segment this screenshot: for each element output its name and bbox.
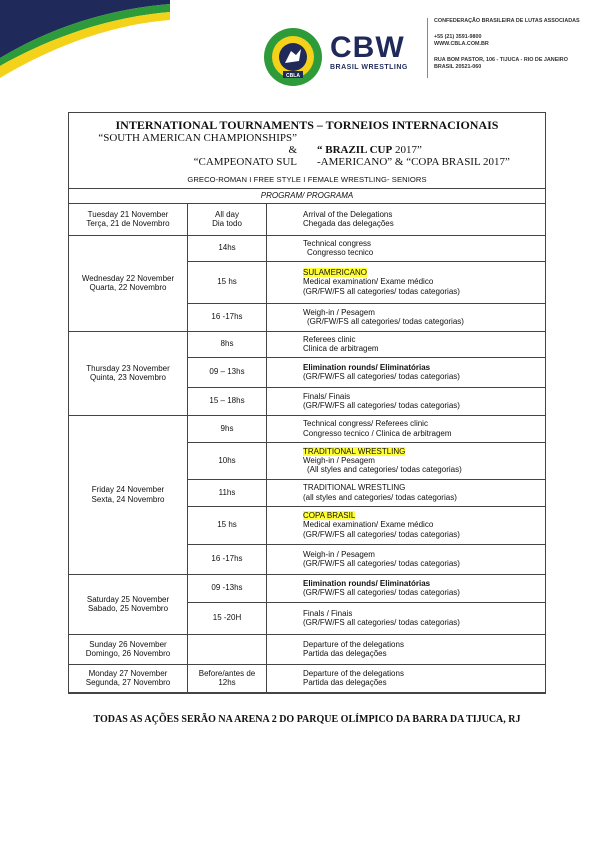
activity-cell: TRADITIONAL WRESTLING (all styles and categories/ todas categorias) bbox=[267, 479, 546, 506]
highlight-label: COPA BRASIL bbox=[303, 511, 356, 521]
table-row bbox=[69, 664, 545, 692]
contact-org: CONFEDERAÇÃO BRASILEIRA DE LUTAS ASSOCIADAS bbox=[434, 18, 580, 24]
time-cell: 09 -13hs bbox=[188, 574, 267, 602]
tournament-header bbox=[69, 113, 545, 189]
day-cell: Monday 27 November Segunda, 27 Novembro bbox=[69, 664, 188, 692]
contact-phone: +55 (21) 3591-9800 bbox=[434, 33, 482, 40]
highlight-label: TRADITIONAL WRESTLING bbox=[303, 446, 406, 456]
time-cell: 8hs bbox=[188, 331, 267, 357]
time-cell: Before/antes de 12hs bbox=[188, 664, 267, 692]
activity-cell: Arrival of the Delegations Chegada das delegações bbox=[267, 204, 546, 235]
time-cell: All day Dia todo bbox=[188, 204, 267, 235]
cbw-wordmark bbox=[330, 33, 415, 71]
time-cell: 16 -17hs bbox=[188, 303, 267, 331]
activity-cell: COPA BRASIL Medical examination/ Exame médico (GR/FW/FS all categories/ todas categorias) bbox=[267, 506, 546, 544]
activity-cell: SULAMERICANO Medical examination/ Exame médico (GR/FW/FS all categories/ todas categorias) bbox=[267, 261, 546, 303]
day-cell: Sunday 26 November Domingo, 26 Novembro bbox=[69, 634, 188, 664]
activity-cell: Elimination rounds/ Eliminatórias (GR/FW/FS all categories/ todas categorias) bbox=[267, 357, 546, 387]
activity-cell: Weigh-in / Pesagem (GR/FW/FS all categories/ todas categorias) bbox=[267, 303, 546, 331]
time-cell: 16 -17hs bbox=[188, 544, 267, 574]
program-sheet bbox=[68, 112, 546, 694]
time-cell: 15 hs bbox=[188, 506, 267, 544]
day-cell: Wednesday 22 November Quarta, 22 Novembro bbox=[69, 235, 188, 331]
activity-cell: TRADITIONAL WRESTLING Weigh-in / Pesagem (All styles and categories/ todas categorias) bbox=[267, 442, 546, 479]
table-row bbox=[69, 574, 545, 602]
header-divider bbox=[427, 18, 428, 78]
schedule-table bbox=[69, 204, 545, 693]
cbw-wordmark-text: CBW bbox=[330, 31, 405, 64]
time-cell: 10hs bbox=[188, 442, 267, 479]
time-cell: 15 – 18hs bbox=[188, 387, 267, 415]
activity-cell: Finals/ Finais (GR/FW/FS all categories/ todas categorias) bbox=[267, 387, 546, 415]
cbla-seal-logo bbox=[263, 27, 323, 87]
table-row bbox=[69, 204, 545, 235]
activity-cell: Elimination rounds/ Eliminatórias (GR/FW/FS all categories/ todas categorias) bbox=[267, 574, 546, 602]
contact-block bbox=[434, 18, 594, 72]
time-cell: 14hs bbox=[188, 235, 267, 261]
activity-cell: Technical congress/ Referees clinic Congresso tecnico / Clinica de arbitragem bbox=[267, 415, 546, 442]
day-cell: Thursday 23 November Quinta, 23 Novembro bbox=[69, 331, 188, 415]
time-cell: 11hs bbox=[188, 479, 267, 506]
activity-cell: Departure of the delegations Partida das delegações bbox=[267, 634, 546, 664]
brand-swoosh-graphic bbox=[0, 0, 170, 80]
activity-cell: Finals / Finais (GR/FW/FS all categories/ todas categorias) bbox=[267, 602, 546, 634]
title-line-2: “SOUTH AMERICAN CHAMPIONSHIPS” & “ BRAZIL CUP 2017” bbox=[98, 132, 422, 156]
time-cell bbox=[188, 634, 267, 664]
table-row bbox=[69, 415, 545, 442]
styles-line: GRECO-ROMAN I FREE STYLE I FEMALE WRESTLING- SENIORS bbox=[187, 175, 427, 184]
contact-address-1: RUA BOM PASTOR, 106 - TIJUCA - RIO DE JANEIRO bbox=[434, 56, 568, 63]
table-row bbox=[69, 634, 545, 664]
highlight-label: SULAMERICANO bbox=[303, 268, 368, 278]
day-cell: Tuesday 21 November Terça, 21 de Novembro bbox=[69, 204, 188, 235]
activity-cell: Referees clinic Clinica de arbitragem bbox=[267, 331, 546, 357]
title-line-3: “CAMPEONATO SUL -AMERICANO” & “COPA BRASIL 2017” bbox=[193, 156, 510, 168]
time-cell: 09 – 13hs bbox=[188, 357, 267, 387]
table-row bbox=[69, 235, 545, 261]
title-line-1: INTERNATIONAL TOURNAMENTS – TORNEIOS INTERNACIONAIS bbox=[115, 118, 499, 132]
contact-address-2: BRASIL 20521-060 bbox=[434, 64, 482, 71]
table-row bbox=[69, 331, 545, 357]
day-cell: Saturday 25 November Sabado, 25 Novembro bbox=[69, 574, 188, 634]
day-cell: Friday 24 November Sexta, 24 Novembro bbox=[69, 415, 188, 574]
contact-site: WWW.CBLA.COM.BR bbox=[434, 41, 489, 48]
time-cell: 15 hs bbox=[188, 261, 267, 303]
program-label: PROGRAM/ PROGRAMA bbox=[69, 189, 545, 204]
activity-cell: Departure of the delegations Partida das delegações bbox=[267, 664, 546, 692]
activity-cell: Weigh-in / Pesagem (GR/FW/FS all categories/ todas categorias) bbox=[267, 544, 546, 574]
svg-text:CBLA: CBLA bbox=[286, 73, 300, 79]
cbw-wordmark-subtitle: BRASIL WRESTLING bbox=[330, 64, 408, 71]
activity-cell: Technical congress Congresso tecnico bbox=[267, 235, 546, 261]
time-cell: 9hs bbox=[188, 415, 267, 442]
time-cell: 15 -20H bbox=[188, 602, 267, 634]
venue-footer: TODAS AS AÇÕES SERÃO NA ARENA 2 DO PARQUE OLÍMPICO DA BARRA DA TIJUCA, RJ bbox=[93, 714, 521, 725]
